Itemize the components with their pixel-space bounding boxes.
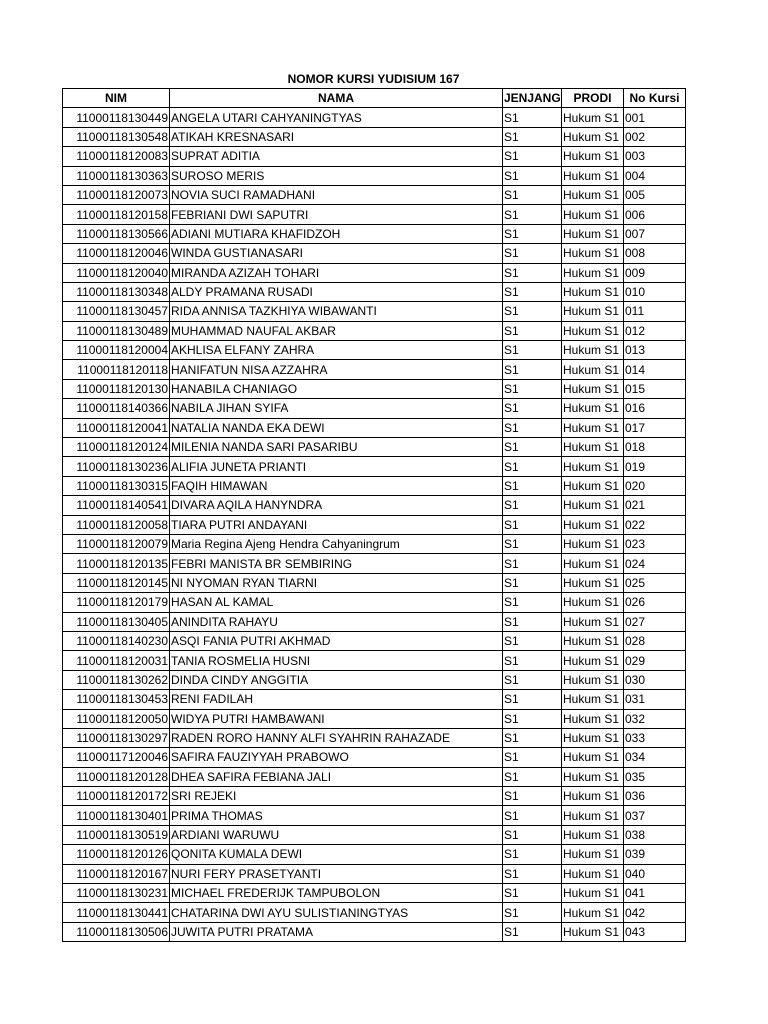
table-row: [63, 147, 686, 166]
cell-prodi: Hukum S1: [562, 457, 624, 476]
cell-nama: NI NYOMAN RYAN TIARNI: [170, 573, 503, 592]
cell-nim: 11000118120046: [63, 244, 170, 263]
cell-jenjang: S1: [503, 573, 562, 592]
cell-prodi: Hukum S1: [562, 806, 624, 825]
cell-jenjang: S1: [503, 244, 562, 263]
cell-no-kursi: 025: [624, 573, 686, 592]
table-row: [63, 593, 686, 612]
table-row: [63, 631, 686, 650]
table-row: [63, 787, 686, 806]
cell-nim: 11000118140541: [63, 496, 170, 515]
cell-no-kursi: 035: [624, 767, 686, 786]
cell-nama: DIVARA AQILA HANYNDRA: [170, 496, 503, 515]
cell-jenjang: S1: [503, 631, 562, 650]
cell-nama: MILENIA NANDA SARI PASARIBU: [170, 438, 503, 457]
cell-no-kursi: 034: [624, 748, 686, 767]
cell-nama: DINDA CINDY ANGGITIA: [170, 670, 503, 689]
cell-nama: FEBRI MANISTA BR SEMBIRING: [170, 554, 503, 573]
cell-prodi: Hukum S1: [562, 922, 624, 941]
cell-nim: 11000118130236: [63, 457, 170, 476]
cell-jenjang: S1: [503, 922, 562, 941]
cell-prodi: Hukum S1: [562, 302, 624, 321]
cell-prodi: Hukum S1: [562, 379, 624, 398]
cell-no-kursi: 016: [624, 399, 686, 418]
cell-prodi: Hukum S1: [562, 593, 624, 612]
table-row: [63, 302, 686, 321]
cell-prodi: Hukum S1: [562, 399, 624, 418]
cell-nama: ASQI FANIA PUTRI AKHMAD: [170, 631, 503, 650]
cell-nama: NABILA JIHAN SYIFA: [170, 399, 503, 418]
cell-nim: 11000118130566: [63, 224, 170, 243]
cell-no-kursi: 009: [624, 263, 686, 282]
table-row: [63, 806, 686, 825]
cell-nim: 11000118120145: [63, 573, 170, 592]
cell-no-kursi: 007: [624, 224, 686, 243]
cell-nama: RADEN RORO HANNY ALFI SYAHRIN RAHAZADE: [170, 728, 503, 747]
cell-nama: HASAN AL KAMAL: [170, 593, 503, 612]
cell-no-kursi: 011: [624, 302, 686, 321]
table-row: [63, 341, 686, 360]
cell-prodi: Hukum S1: [562, 884, 624, 903]
cell-jenjang: S1: [503, 438, 562, 457]
cell-nama: MICHAEL FREDERIJK TAMPUBOLON: [170, 884, 503, 903]
cell-jenjang: S1: [503, 593, 562, 612]
cell-nim: 11000117120046: [63, 748, 170, 767]
cell-nim: 11000118120073: [63, 185, 170, 204]
cell-nim: 11000118130453: [63, 690, 170, 709]
cell-no-kursi: 026: [624, 593, 686, 612]
cell-prodi: Hukum S1: [562, 166, 624, 185]
cell-jenjang: S1: [503, 399, 562, 418]
cell-nim: 11000118120167: [63, 864, 170, 883]
cell-no-kursi: 027: [624, 612, 686, 631]
cell-no-kursi: 003: [624, 147, 686, 166]
table-row: [63, 476, 686, 495]
cell-nama: HANABILA CHANIAGO: [170, 379, 503, 398]
cell-jenjang: S1: [503, 108, 562, 127]
table-row: [63, 127, 686, 146]
table-row: [63, 728, 686, 747]
column-header-no-kursi: No Kursi: [624, 89, 686, 108]
cell-nama: DHEA SAFIRA FEBIANA JALI: [170, 767, 503, 786]
cell-prodi: Hukum S1: [562, 748, 624, 767]
cell-nama: TIARA PUTRI ANDAYANI: [170, 515, 503, 534]
table-row: [63, 884, 686, 903]
cell-prodi: Hukum S1: [562, 108, 624, 127]
cell-nim: 11000118120004: [63, 341, 170, 360]
table-row: [63, 244, 686, 263]
table-row: [63, 748, 686, 767]
cell-no-kursi: 006: [624, 205, 686, 224]
cell-prodi: Hukum S1: [562, 787, 624, 806]
cell-nama: FAQIH HIMAWAN: [170, 476, 503, 495]
table-header-row: [63, 89, 686, 108]
cell-no-kursi: 018: [624, 438, 686, 457]
cell-no-kursi: 013: [624, 341, 686, 360]
cell-prodi: Hukum S1: [562, 263, 624, 282]
cell-jenjang: S1: [503, 515, 562, 534]
cell-nim: 11000118120135: [63, 554, 170, 573]
cell-no-kursi: 043: [624, 922, 686, 941]
cell-no-kursi: 020: [624, 476, 686, 495]
cell-prodi: Hukum S1: [562, 496, 624, 515]
cell-nim: 11000118130363: [63, 166, 170, 185]
cell-nim: 11000118130297: [63, 728, 170, 747]
cell-prodi: Hukum S1: [562, 147, 624, 166]
cell-jenjang: S1: [503, 612, 562, 631]
cell-nim: 11000118120050: [63, 709, 170, 728]
table-row: [63, 360, 686, 379]
cell-prodi: Hukum S1: [562, 282, 624, 301]
cell-no-kursi: 005: [624, 185, 686, 204]
table-row: [63, 321, 686, 340]
cell-jenjang: S1: [503, 263, 562, 282]
cell-nim: 11000118130262: [63, 670, 170, 689]
cell-nama: MIRANDA AZIZAH TOHARI: [170, 263, 503, 282]
cell-no-kursi: 021: [624, 496, 686, 515]
table-row: [63, 903, 686, 922]
cell-prodi: Hukum S1: [562, 612, 624, 631]
cell-jenjang: S1: [503, 748, 562, 767]
cell-nim: 11000118120118: [63, 360, 170, 379]
cell-prodi: Hukum S1: [562, 341, 624, 360]
table-row: [63, 612, 686, 631]
table-row: [63, 496, 686, 515]
table-row: [63, 282, 686, 301]
cell-nim: 11000118130401: [63, 806, 170, 825]
column-header-nama: NAMA: [170, 89, 503, 108]
cell-no-kursi: 017: [624, 418, 686, 437]
cell-jenjang: S1: [503, 166, 562, 185]
cell-jenjang: S1: [503, 205, 562, 224]
cell-nama: ADIANI MUTIARA KHAFIDZOH: [170, 224, 503, 243]
cell-no-kursi: 029: [624, 651, 686, 670]
table-row: [63, 457, 686, 476]
cell-no-kursi: 031: [624, 690, 686, 709]
cell-nama: HANIFATUN NISA AZZAHRA: [170, 360, 503, 379]
cell-jenjang: S1: [503, 709, 562, 728]
cell-nama: RIDA ANNISA TAZKHIYA WIBAWANTI: [170, 302, 503, 321]
cell-prodi: Hukum S1: [562, 845, 624, 864]
cell-no-kursi: 002: [624, 127, 686, 146]
cell-nim: 11000118130457: [63, 302, 170, 321]
cell-nim: 11000118120079: [63, 534, 170, 553]
cell-no-kursi: 036: [624, 787, 686, 806]
cell-prodi: Hukum S1: [562, 709, 624, 728]
cell-no-kursi: 024: [624, 554, 686, 573]
cell-nim: 11000118130315: [63, 476, 170, 495]
cell-no-kursi: 033: [624, 728, 686, 747]
cell-no-kursi: 037: [624, 806, 686, 825]
table-row: [63, 185, 686, 204]
seat-table: [62, 88, 686, 942]
cell-nim: 11000118130231: [63, 884, 170, 903]
cell-nim: 11000118120124: [63, 438, 170, 457]
cell-no-kursi: 014: [624, 360, 686, 379]
cell-nim: 11000118140366: [63, 399, 170, 418]
cell-jenjang: S1: [503, 864, 562, 883]
table-row: [63, 767, 686, 786]
cell-prodi: Hukum S1: [562, 438, 624, 457]
cell-prodi: Hukum S1: [562, 631, 624, 650]
cell-jenjang: S1: [503, 360, 562, 379]
cell-jenjang: S1: [503, 379, 562, 398]
cell-prodi: Hukum S1: [562, 573, 624, 592]
column-header-prodi: PRODI: [562, 89, 624, 108]
table-row: [63, 108, 686, 127]
cell-prodi: Hukum S1: [562, 360, 624, 379]
cell-nim: 11000118120179: [63, 593, 170, 612]
cell-prodi: Hukum S1: [562, 476, 624, 495]
cell-no-kursi: 023: [624, 534, 686, 553]
cell-nim: 11000118120083: [63, 147, 170, 166]
document-title: NOMOR KURSI YUDISIUM 167: [287, 72, 460, 86]
cell-nama: JUWITA PUTRI PRATAMA: [170, 922, 503, 941]
cell-nama: NOVIA SUCI RAMADHANI: [170, 185, 503, 204]
cell-prodi: Hukum S1: [562, 690, 624, 709]
table-row: [63, 845, 686, 864]
cell-prodi: Hukum S1: [562, 418, 624, 437]
cell-nama: ANINDITA RAHAYU: [170, 612, 503, 631]
cell-nim: 11000118120041: [63, 418, 170, 437]
document-sheet: [62, 70, 685, 942]
cell-no-kursi: 022: [624, 515, 686, 534]
cell-prodi: Hukum S1: [562, 864, 624, 883]
cell-nim: 11000118130506: [63, 922, 170, 941]
cell-prodi: Hukum S1: [562, 903, 624, 922]
cell-nama: SUROSO MERIS: [170, 166, 503, 185]
cell-jenjang: S1: [503, 282, 562, 301]
cell-nim: 11000118120058: [63, 515, 170, 534]
cell-nim: 11000118120130: [63, 379, 170, 398]
cell-nim: 11000118120126: [63, 845, 170, 864]
cell-nama: CHATARINA DWI AYU SULISTIANINGTYAS: [170, 903, 503, 922]
table-row: [63, 438, 686, 457]
cell-nama: WIDYA PUTRI HAMBAWANI: [170, 709, 503, 728]
cell-nama: PRIMA THOMAS: [170, 806, 503, 825]
cell-nama: SRI REJEKI: [170, 787, 503, 806]
cell-nama: Maria Regina Ajeng Hendra Cahyaningrum: [170, 534, 503, 553]
cell-no-kursi: 008: [624, 244, 686, 263]
cell-nama: FEBRIANI DWI SAPUTRI: [170, 205, 503, 224]
cell-nama: ALIFIA JUNETA PRIANTI: [170, 457, 503, 476]
cell-prodi: Hukum S1: [562, 825, 624, 844]
cell-nim: 11000118130449: [63, 108, 170, 127]
table-row: [63, 825, 686, 844]
table-row: [63, 224, 686, 243]
table-row: [63, 922, 686, 941]
cell-nim: 11000118130519: [63, 825, 170, 844]
cell-no-kursi: 032: [624, 709, 686, 728]
cell-nama: SAFIRA FAUZIYYAH PRABOWO: [170, 748, 503, 767]
cell-no-kursi: 004: [624, 166, 686, 185]
cell-nim: 11000118120172: [63, 787, 170, 806]
cell-jenjang: S1: [503, 185, 562, 204]
table-row: [63, 515, 686, 534]
cell-jenjang: S1: [503, 728, 562, 747]
cell-prodi: Hukum S1: [562, 185, 624, 204]
cell-jenjang: S1: [503, 554, 562, 573]
cell-no-kursi: 040: [624, 864, 686, 883]
cell-jenjang: S1: [503, 418, 562, 437]
table-row: [63, 573, 686, 592]
cell-prodi: Hukum S1: [562, 224, 624, 243]
cell-jenjang: S1: [503, 787, 562, 806]
cell-nim: 11000118130548: [63, 127, 170, 146]
cell-nama: ATIKAH KRESNASARI: [170, 127, 503, 146]
cell-prodi: Hukum S1: [562, 205, 624, 224]
cell-jenjang: S1: [503, 496, 562, 515]
cell-nim: 11000118130489: [63, 321, 170, 340]
cell-jenjang: S1: [503, 534, 562, 553]
cell-no-kursi: 028: [624, 631, 686, 650]
table-row: [63, 399, 686, 418]
cell-prodi: Hukum S1: [562, 767, 624, 786]
table-row: [63, 418, 686, 437]
cell-prodi: Hukum S1: [562, 651, 624, 670]
cell-jenjang: S1: [503, 302, 562, 321]
table-body: [63, 108, 686, 942]
cell-nama: QONITA KUMALA DEWI: [170, 845, 503, 864]
cell-no-kursi: 038: [624, 825, 686, 844]
cell-nama: TANIA ROSMELIA HUSNI: [170, 651, 503, 670]
cell-prodi: Hukum S1: [562, 244, 624, 263]
cell-no-kursi: 041: [624, 884, 686, 903]
cell-nama: ARDIANI WARUWU: [170, 825, 503, 844]
table-row: [63, 651, 686, 670]
cell-jenjang: S1: [503, 767, 562, 786]
cell-no-kursi: 015: [624, 379, 686, 398]
cell-nama: NURI FERY PRASETYANTI: [170, 864, 503, 883]
column-header-jenjang: JENJANG: [503, 89, 562, 108]
table-row: [63, 554, 686, 573]
cell-jenjang: S1: [503, 127, 562, 146]
table-row: [63, 690, 686, 709]
table-row: [63, 379, 686, 398]
cell-nim: 11000118130405: [63, 612, 170, 631]
cell-jenjang: S1: [503, 321, 562, 340]
cell-nim: 11000118130348: [63, 282, 170, 301]
table-row: [63, 166, 686, 185]
cell-prodi: Hukum S1: [562, 534, 624, 553]
cell-nim: 11000118120158: [63, 205, 170, 224]
cell-prodi: Hukum S1: [562, 554, 624, 573]
cell-no-kursi: 030: [624, 670, 686, 689]
cell-no-kursi: 042: [624, 903, 686, 922]
column-header-nim: NIM: [63, 89, 170, 108]
cell-nama: NATALIA NANDA EKA DEWI: [170, 418, 503, 437]
cell-jenjang: S1: [503, 147, 562, 166]
table-row: [63, 709, 686, 728]
cell-jenjang: S1: [503, 651, 562, 670]
cell-nama: MUHAMMAD NAUFAL AKBAR: [170, 321, 503, 340]
cell-prodi: Hukum S1: [562, 515, 624, 534]
table-row: [63, 205, 686, 224]
cell-nim: 11000118120031: [63, 651, 170, 670]
cell-prodi: Hukum S1: [562, 321, 624, 340]
cell-no-kursi: 010: [624, 282, 686, 301]
cell-jenjang: S1: [503, 806, 562, 825]
cell-nim: 11000118130441: [63, 903, 170, 922]
cell-jenjang: S1: [503, 903, 562, 922]
cell-nim: 11000118120040: [63, 263, 170, 282]
cell-no-kursi: 012: [624, 321, 686, 340]
cell-jenjang: S1: [503, 825, 562, 844]
cell-nama: ALDY PRAMANA RUSADI: [170, 282, 503, 301]
cell-nama: RENI FADILAH: [170, 690, 503, 709]
cell-nama: WINDA GUSTIANASARI: [170, 244, 503, 263]
cell-jenjang: S1: [503, 341, 562, 360]
cell-nama: AKHLISA ELFANY ZAHRA: [170, 341, 503, 360]
cell-no-kursi: 019: [624, 457, 686, 476]
cell-jenjang: S1: [503, 670, 562, 689]
table-row: [63, 670, 686, 689]
cell-no-kursi: 039: [624, 845, 686, 864]
cell-prodi: Hukum S1: [562, 127, 624, 146]
cell-nama: ANGELA UTARI CAHYANINGTYAS: [170, 108, 503, 127]
cell-jenjang: S1: [503, 457, 562, 476]
cell-jenjang: S1: [503, 845, 562, 864]
cell-jenjang: S1: [503, 690, 562, 709]
cell-jenjang: S1: [503, 476, 562, 495]
table-row: [63, 864, 686, 883]
cell-no-kursi: 001: [624, 108, 686, 127]
cell-jenjang: S1: [503, 224, 562, 243]
cell-nim: 11000118140230: [63, 631, 170, 650]
cell-nama: SUPRAT ADITIA: [170, 147, 503, 166]
cell-prodi: Hukum S1: [562, 670, 624, 689]
table-row: [63, 263, 686, 282]
cell-jenjang: S1: [503, 884, 562, 903]
cell-prodi: Hukum S1: [562, 728, 624, 747]
cell-nim: 11000118120128: [63, 767, 170, 786]
table-row: [63, 534, 686, 553]
